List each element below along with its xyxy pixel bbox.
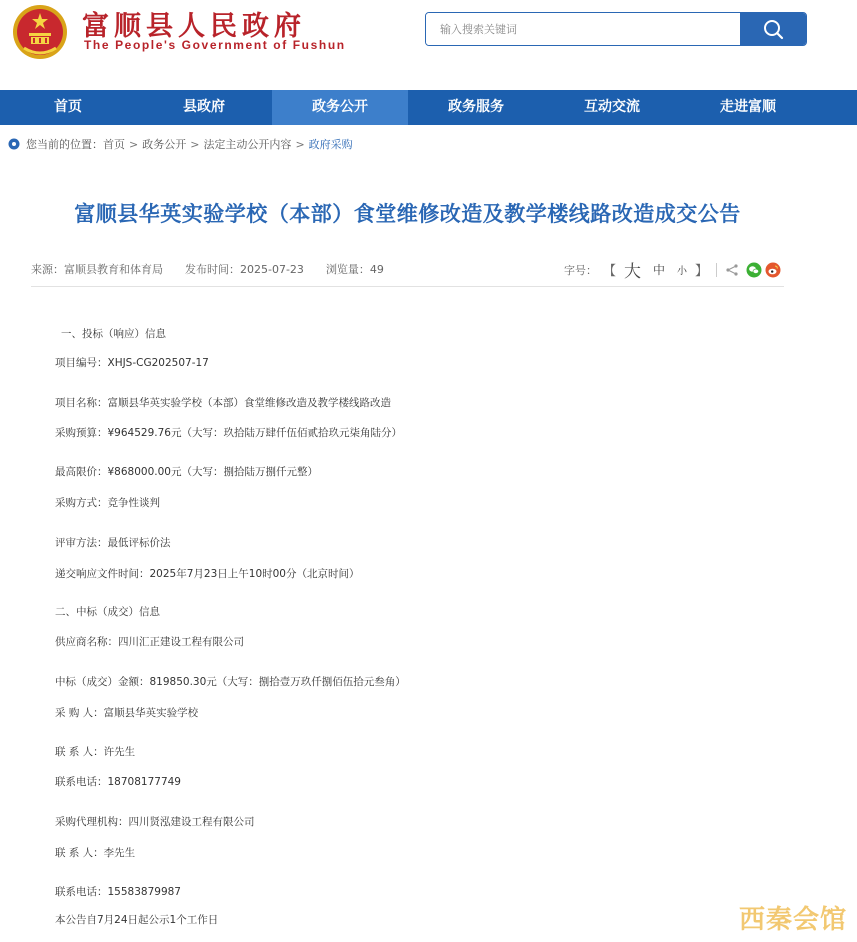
article-title: 富顺县华英实验学校（本部）食堂维修改造及教学楼线路改造成交公告 — [74, 202, 741, 226]
share-icon — [725, 263, 739, 277]
site-subtitle: The People's Government of Fushun — [84, 38, 346, 52]
breadcrumb-separator: > — [190, 137, 200, 151]
publicity-notice: 本公告自7月24日起公示1个工作日 — [55, 914, 219, 926]
bracket-open: 【 — [602, 264, 616, 279]
article-tools — [564, 257, 781, 282]
site-title[interactable]: 富顺县人民政府 — [82, 11, 306, 42]
article-publish-time: 发布时间：2025-07-23 — [185, 263, 304, 276]
bracket-close: 】 — [694, 264, 708, 279]
national-emblem-icon — [12, 4, 68, 60]
section-heading: 一、投标（响应）信息 — [61, 328, 166, 340]
search-icon — [762, 18, 784, 40]
breadcrumb-separator: > — [129, 137, 139, 151]
submission-time: 递交响应文件时间：2025年7月23日上午10时00分（北京时间） — [55, 568, 360, 580]
article-views: 浏览量：49 — [325, 263, 384, 276]
nav-item-home[interactable]: 首页 — [54, 99, 82, 115]
supplier-name: 供应商名称：四川汇正建设工程有限公司 — [55, 636, 244, 648]
project-name: 项目名称：富顺县华英实验学校（本部）食堂维修改造及教学楼线路改造 — [55, 397, 391, 409]
breadcrumb-separator: > — [295, 137, 305, 151]
agency-phone: 联系电话：15583879987 — [55, 886, 181, 898]
procurement-agency: 采购代理机构：四川贤泓建设工程有限公司 — [55, 816, 255, 828]
award-amount: 中标（成交）金额：819850.30元（大写：捌拾壹万玖仟捌佰伍拾元叁角） — [55, 676, 406, 688]
nav-item-government-services[interactable]: 政务服务 — [448, 99, 504, 115]
search-box — [425, 12, 807, 46]
search-button[interactable] — [740, 13, 806, 45]
nav-item-county-government[interactable]: 县政府 — [183, 99, 225, 115]
wechat-share-icon[interactable] — [746, 262, 762, 278]
purchaser-contact: 联 系 人：许先生 — [55, 746, 136, 758]
weibo-share-icon[interactable] — [765, 262, 781, 278]
font-size-small-button[interactable]: 小 — [676, 266, 687, 277]
font-size-large-button[interactable]: 大 — [623, 262, 641, 282]
agency-contact: 联 系 人：李先生 — [55, 847, 136, 859]
purchaser-phone: 联系电话：18708177749 — [55, 776, 181, 788]
breadcrumb-home[interactable]: 首页 — [103, 138, 125, 151]
article-meta — [31, 261, 406, 277]
font-size-label: 字号： — [563, 263, 597, 277]
nav-item-interaction[interactable]: 互动交流 — [584, 99, 640, 115]
tools-divider — [716, 263, 717, 277]
evaluation-method: 评审方法：最低评标价法 — [55, 537, 171, 549]
breadcrumb-government-procurement[interactable]: 政府采购 — [308, 138, 353, 151]
site-header — [0, 0, 857, 90]
procurement-method: 采购方式：竞争性谈判 — [55, 497, 160, 509]
nav-item-about-fushun[interactable]: 走进富顺 — [720, 99, 776, 115]
font-size-medium-button[interactable]: 中 — [652, 263, 665, 277]
procurement-budget: 采购预算：¥964529.76元（大写：玖拾陆万肆仟伍佰贰拾玖元柒角陆分） — [55, 427, 402, 439]
breadcrumb-government-affairs[interactable]: 政务公开 — [142, 138, 187, 151]
project-number: 项目编号：XHJS-CG202507-17 — [55, 357, 209, 369]
breadcrumb — [8, 136, 353, 152]
nav-item-government-affairs[interactable]: 政务公开 — [272, 90, 408, 125]
article-source: 来源：富顺县教育和体育局 — [31, 263, 163, 276]
location-icon — [8, 138, 20, 150]
search-input[interactable] — [426, 13, 740, 45]
purchaser: 采 购 人：富顺县华英实验学校 — [55, 707, 199, 719]
main-nav — [0, 90, 857, 125]
breadcrumb-prefix: 您当前的位置： — [26, 138, 103, 151]
watermark: 西秦会馆 — [738, 905, 847, 935]
meta-divider — [31, 286, 784, 287]
section-heading: 二、中标（成交）信息 — [55, 606, 160, 618]
maximum-price: 最高限价：¥868000.00元（大写：捌拾陆万捌仟元整） — [55, 466, 318, 478]
breadcrumb-statutory-disclosure[interactable]: 法定主动公开内容 — [203, 138, 292, 151]
